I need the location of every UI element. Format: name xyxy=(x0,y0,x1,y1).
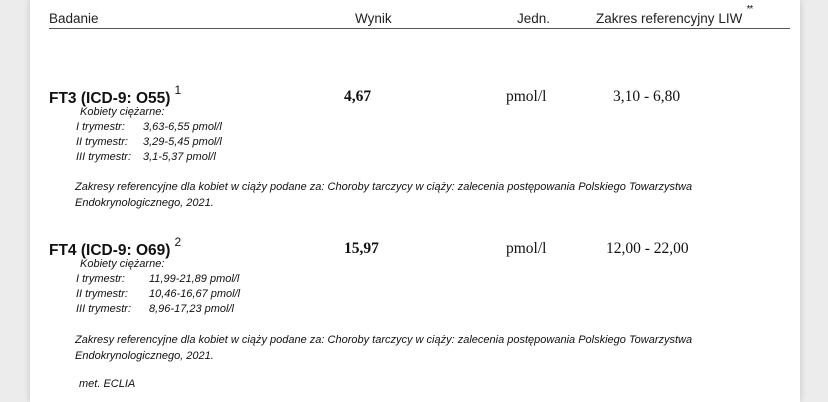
column-header-badanie: Badanie xyxy=(49,11,99,26)
reference-note-ft4: Zakresy referencyjne dla kobiet w ciąży podane za: Choroby tarczycy w ciąży: zalecenia postępowania Polskiego Towarzystwa Endokrynologicznego, 2021. xyxy=(75,334,693,362)
method-label: met. ECLIA xyxy=(79,378,136,390)
column-header-jedn: Jedn. xyxy=(517,11,551,26)
column-header-zakres xyxy=(596,4,753,26)
trimester-row: II trymestr: 10,46-16,67 pmol/l xyxy=(76,288,241,300)
pregnant-heading-ft4: Kobiety ciężarne: xyxy=(80,258,165,270)
trimester-row: II trymestr: 3,29-5,45 pmol/l xyxy=(76,136,222,148)
footnote-ft3: 1 xyxy=(174,83,182,97)
trimester-row: III trymestr: 3,1-5,37 pmol/l xyxy=(76,151,216,163)
zakres-label: Zakres referencyjny xyxy=(596,11,715,26)
header-divider xyxy=(49,28,790,29)
unit-ft3: pmol/l xyxy=(506,88,547,105)
trimester-row: I trymestr: 3,63-6,55 pmol/l xyxy=(76,121,222,133)
liw-label: LIW ** xyxy=(718,4,753,26)
liw-marker: ** xyxy=(746,4,753,15)
lab-report-page xyxy=(30,0,800,402)
range-ft3: 3,10 - 6,80 xyxy=(613,88,681,105)
trimester-row: III trymestr: 8,96-17,23 pmol/l xyxy=(76,303,234,315)
result-ft3: 4,67 xyxy=(344,88,372,105)
unit-ft4: pmol/l xyxy=(506,240,547,257)
reference-note-ft3: Zakresy referencyjne dla kobiet w ciąży podane za: Choroby tarczycy w ciąży: zalecenia postępowania Polskiego Towarzystwa Endokrynologicznego, 2021. xyxy=(75,181,693,209)
result-ft4: 15,97 xyxy=(344,240,379,257)
column-header-wynik: Wynik xyxy=(355,11,392,26)
trimester-row: I trymestr: 11,99-21,89 pmol/l xyxy=(76,273,240,285)
test-name-ft4: FT4 (ICD-9: O69)$^2$ xyxy=(49,235,182,260)
pregnant-heading-ft3: Kobiety ciężarne: xyxy=(80,106,165,118)
test-name-ft3: FT3 (ICD-9: O55)$^1$ xyxy=(49,83,182,108)
range-ft4: 12,00 - 22,00 xyxy=(606,240,689,257)
footnote-ft4: 2 xyxy=(174,235,182,249)
